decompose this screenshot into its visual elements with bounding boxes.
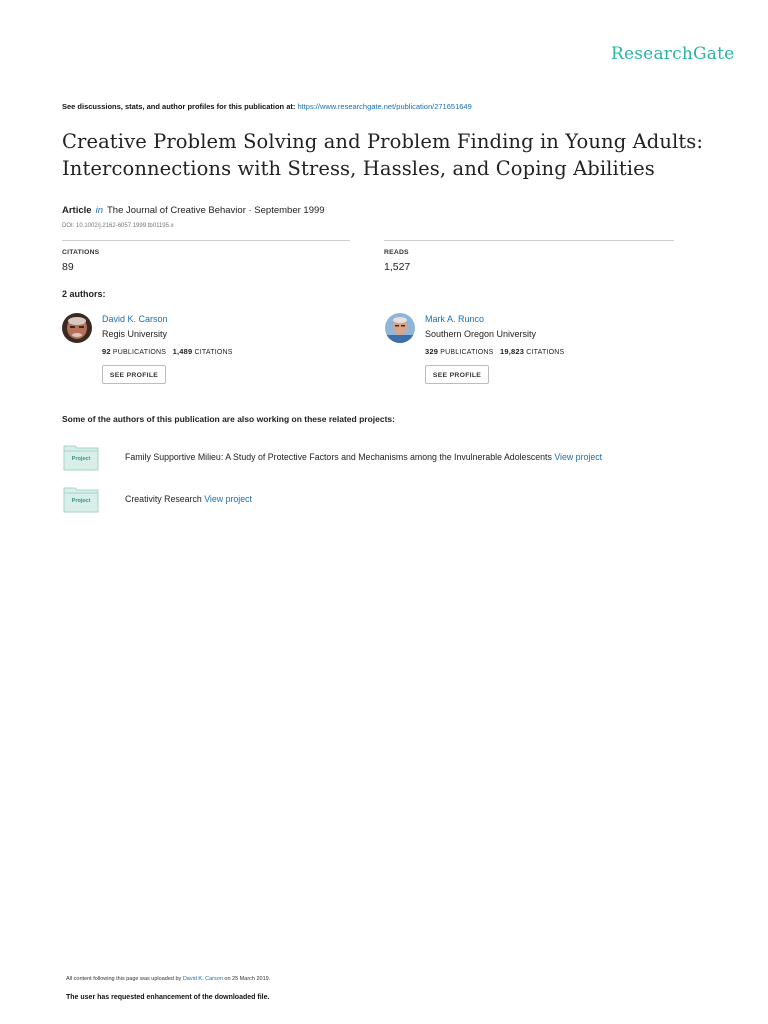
upload-prefix: All content following this page was uploaded by [66, 976, 182, 982]
publication-type: Article [62, 205, 92, 216]
reads-divider [384, 240, 674, 241]
see-discussions-text: See discussions, stats, and author profiles for this publication at: [62, 102, 296, 111]
title-line-2: Interconnections with Stress, Hassles, and Coping Abilities [62, 157, 655, 180]
project-folder-icon [63, 443, 99, 471]
see-profile-button[interactable]: SEE PROFILE [102, 365, 166, 384]
reads-label: READS [384, 249, 409, 256]
avatar[interactable] [62, 313, 92, 343]
upload-note [66, 976, 270, 982]
researchgate-logo[interactable]: ResearchGate [611, 44, 735, 64]
project-item [125, 494, 252, 504]
project-folder-icon [63, 485, 99, 513]
journal-date: The Journal of Creative Behavior · September 1999 [106, 205, 325, 216]
project-item [125, 452, 602, 462]
reads-value: 1,527 [384, 261, 411, 273]
publications-label: PUBLICATIONS [112, 349, 167, 356]
doi: DOI: 10.1002/j.2162-6057.1999.tb01195.x [62, 223, 174, 229]
citations-label: CITATIONS [194, 349, 233, 356]
publication-url-link[interactable]: https://www.researchgate.net/publication/271651649 [297, 102, 472, 111]
citations-divider [62, 240, 350, 241]
citations-label: CITATIONS [62, 249, 100, 256]
project-title: Creativity Research [125, 494, 202, 504]
citations-count: 1,489 [172, 347, 193, 356]
upload-suffix: on 25 March 2019. [224, 976, 271, 982]
see-discussions-line [62, 102, 472, 111]
author-photo-icon [385, 313, 415, 343]
citations-label: CITATIONS [526, 349, 565, 356]
project-icon-label: Project [71, 498, 91, 504]
publication-title [62, 128, 742, 182]
project-icon-label: Project [71, 456, 91, 462]
author-institution: Regis University [102, 329, 168, 339]
view-project-link[interactable]: View project [204, 494, 252, 504]
author-institution: Southern Oregon University [425, 329, 537, 339]
publications-count: 92 [102, 347, 111, 356]
author-name-carson[interactable]: David K. Carson [102, 314, 168, 324]
enhancement-note: The user has requested enhancement of the downloaded file. [66, 994, 270, 1001]
publication-meta [62, 205, 325, 216]
view-project-link[interactable]: View project [554, 452, 603, 462]
citations-value: 89 [62, 261, 74, 273]
author-stats [102, 347, 233, 356]
in-word: in [95, 205, 103, 216]
authors-heading: 2 authors: [62, 289, 106, 299]
title-line-1: Creative Problem Solving and Problem Finding in Young Adults: [62, 130, 704, 153]
publications-label: PUBLICATIONS [440, 349, 494, 356]
uploader-link[interactable]: David K. Carson [182, 976, 223, 982]
project-title: Family Supportive Milieu: A Study of Protective Factors and Mechanisms among the Invulnerable Adolescents [125, 452, 552, 462]
author-stats [425, 347, 564, 356]
author-photo-icon [62, 313, 92, 343]
avatar[interactable] [385, 313, 415, 343]
publications-count: 329 [425, 347, 439, 356]
see-profile-button[interactable]: SEE PROFILE [425, 365, 489, 384]
citations-count: 19,823 [499, 347, 525, 356]
related-projects-heading: Some of the authors of this publication are also working on these related projects: [62, 414, 395, 424]
author-name-runco[interactable]: Mark A. Runco [425, 314, 485, 324]
